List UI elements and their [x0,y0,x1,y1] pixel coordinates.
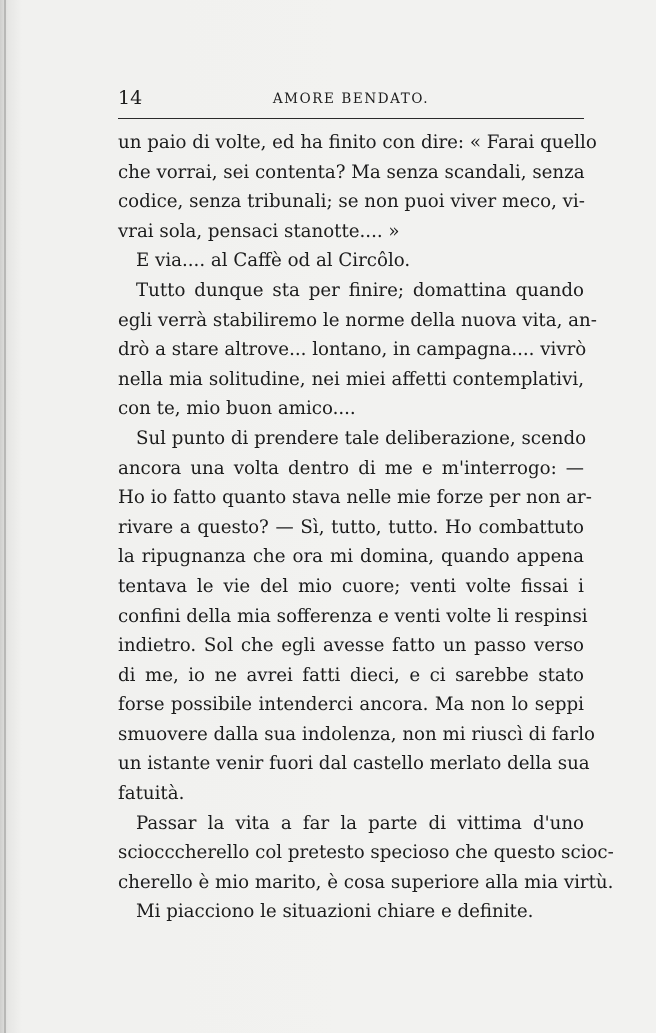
text-line: un istante venir fuori dal castello merlato della sua [118,753,590,775]
text-line: codice, senza tribunali; se non puoi viver meco, vi- [118,191,585,213]
page-header [118,86,584,110]
text-line: nella mia solitudine, nei miei affetti contemplativi, [118,368,584,390]
header-rule [118,118,584,119]
text-line: vrai sola, pensaci stanotte.... » [118,220,400,242]
text-line: confini della mia sofferenza e venti volte li respinsi [118,605,588,627]
paragraph-start: Sul punto di prendere tale deliberazione, scendo [136,427,587,449]
paragraph-start: Tutto dunque sta per finire; domattina quando [136,279,584,301]
page-binding-edge [4,0,6,1033]
text-line: rivare a questo? — Sì, tutto, tutto. Ho combattuto [118,516,584,538]
text-line: fatuità. [118,783,185,805]
paragraph-start: Mi piacciono le situazioni chiare e definite. [136,901,534,923]
text-line: Ho io fatto quanto stava nelle mie forze per non ar- [118,487,592,509]
paragraph-start: E via.... al Caffè od al Circôlo. [136,250,411,272]
page-number: 14 [118,87,143,109]
text-line: drò a stare altrove... lontano, in campagna.... vivrò [118,339,587,361]
text-line: ancora una volta dentro di me e m'interrogo: — [118,457,584,479]
text-line: sciocccherello col pretesto specioso che questo scioc- [118,842,614,864]
running-title: AMORE BENDATO. [272,91,430,107]
text-line: un paio di volte, ed ha finito con dire: « Farai quello [118,132,597,153]
text-line: che vorrai, sei contenta? Ma senza scandali, senza [118,161,585,183]
text-line: di me, io ne avrei fatti dieci, e ci sarebbe stato [118,664,584,686]
body-text [118,128,614,927]
text-line: la ripugnanza che ora mi domina, quando appena [118,546,584,568]
text-line: tentava le vie del mio cuore; venti volte fissai i [118,575,584,597]
text-line: forse possibile intenderci ancora. Ma non lo seppi [118,694,584,716]
text-line: smuovere dalla sua indolenza, non mi riuscì di farlo [118,723,595,745]
text-line: cherello è mio marito, è cosa superiore alla mia virtù. [118,871,614,893]
text-line: con te, mio buon amico.... [118,398,356,420]
text-line: indietro. Sol che egli avesse fatto un passo verso [118,635,584,657]
paragraph-start: Passar la vita a far la parte di vittima d'uno [136,812,584,834]
text-line: egli verrà stabiliremo le norme della nuova vita, an- [118,309,597,331]
